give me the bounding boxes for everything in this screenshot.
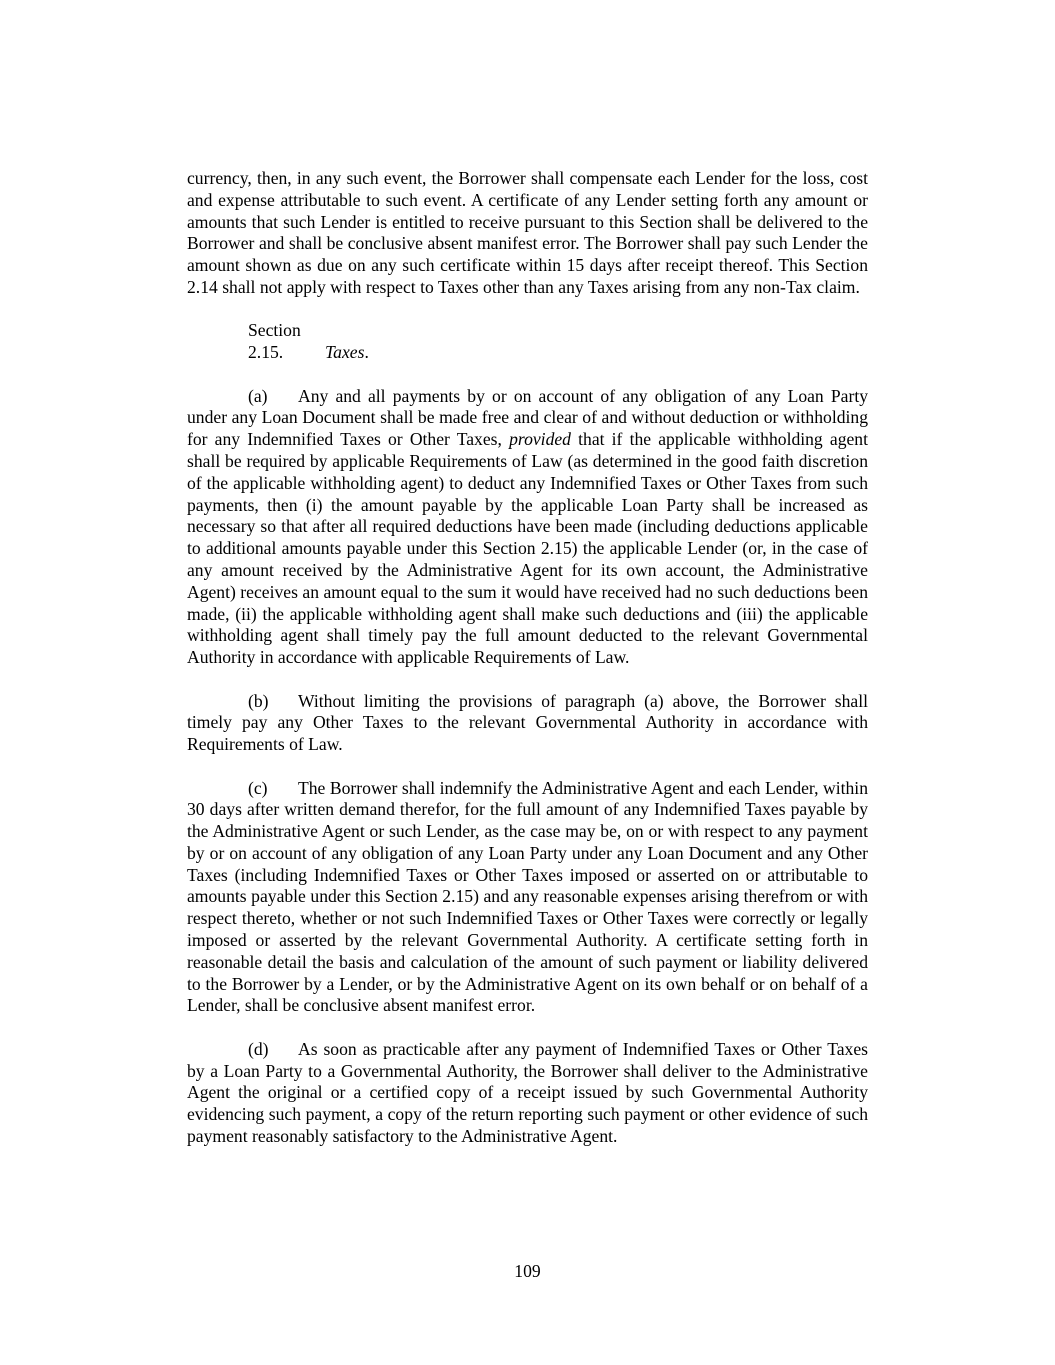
paragraph-b — [187, 691, 868, 756]
paragraph-d — [187, 1039, 868, 1148]
paragraph-text: Any and all payments by or on account of any obligation of any Loan Party under any Loan Document shall be made free and clear of and without deduction or withholding for any Indemnified Taxes or Other Taxes, — [187, 385, 868, 450]
section-title: Taxes — [325, 342, 365, 363]
paragraph-text-continued: that if the applicable withholding agent shall be required by applicable Requirements of Law (as determined in the good faith discretion of the applicable withholding agent) to deduct any Indemnified Taxes or Other Taxes from such payments, then (i) the amount payable by the applicable Loan Party shall be increased as necessary so that after all required deductions have been made (including deductions applicable to additional amounts payable under this Section 2.15) the applicable Lender (or, in the case of any amount received by the Administrative Agent for its own account, the Administrative Agent) receives an amount equal to the sum it would have received had no such deductions been made, (ii) the applicable withholding agent shall make such deductions and (iii) the applicable withholding agent shall timely pay the full amount deducted to the relevant Governmental Authority in accordance with applicable Requirements of Law. — [187, 429, 868, 668]
paragraph-label: (a) — [248, 385, 268, 406]
paragraph-text: As soon as practicable after any payment of Indemnified Taxes or Other Taxes by a Loan Party to a Governmental Authority, the Borrower shall deliver to the Administrative Agent the original or a certified copy of a receipt issued by such Governmental Authority evidencing such payment, a copy of the return reporting such payment or other evidence of such payment reasonably satisfactory to the Administrative Agent. — [187, 1038, 868, 1147]
paragraph-label: (c) — [248, 777, 268, 798]
section-heading — [187, 320, 868, 364]
paragraph-italic-term: provided — [509, 429, 571, 450]
paragraph-label: (d) — [248, 1038, 269, 1059]
paragraph-text: Without limiting the provisions of paragraph (a) above, the Borrower shall timely pay any Other Taxes to the relevant Governmental Authority in accordance with Requirements of Law. — [187, 690, 868, 755]
paragraph-label: (b) — [248, 690, 269, 711]
section-number: Section 2.15. — [248, 320, 301, 363]
paragraph-a — [187, 386, 868, 669]
page-number: 109 — [514, 1261, 541, 1281]
paragraph-text: The Borrower shall indemnify the Administrative Agent and each Lender, within 30 days after written demand therefor, for the full amount of any Indemnified Taxes payable by the Administrative Agent or such Lender, as the case may be, on or with respect to any payment by or on account of any obligation of any Loan Party under any Loan Document and any Other Taxes (including Indemnified Taxes or Other Taxes imposed or asserted on or attributable to amounts payable under this Section 2.15) and any reasonable expenses arising therefrom or with respect thereto, whether or not such Indemnified Taxes or Other Taxes were correctly or legally imposed or asserted by the relevant Governmental Authority. A certificate setting forth in reasonable detail the basis and calculation of the amount of such payment or liability delivered to the Borrower by a Lender, or by the Administrative Agent on its own behalf or on behalf of a Lender, shall be conclusive absent manifest error. — [187, 777, 868, 1016]
paragraph-c — [187, 778, 868, 1018]
document-body — [187, 168, 868, 1169]
section-title-period: . — [364, 342, 369, 363]
intro-paragraph: currency, then, in any such event, the Borrower shall compensate each Lender for the loss, cost and expense attributable to such event. A certificate of any Lender setting forth any amount or amounts that such Lender is entitled to receive pursuant to this Section shall be delivered to the Borrower and shall be conclusive absent manifest error. The Borrower shall pay such Lender the amount shown as due on any such certificate within 15 days after receipt thereof. This Section 2.14 shall not apply with respect to Taxes other than any Taxes arising from any non-Tax claim. — [187, 168, 868, 297]
